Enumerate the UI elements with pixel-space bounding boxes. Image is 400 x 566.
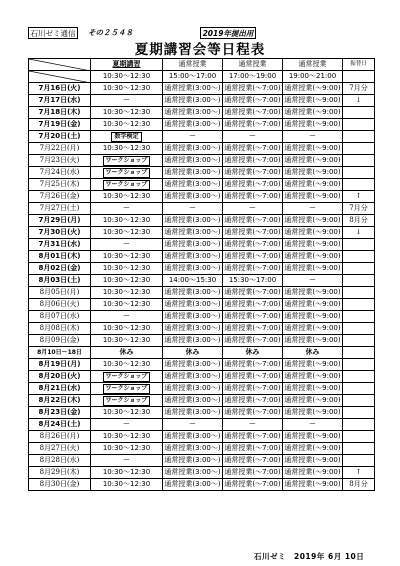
regular-class-cell: ー (283, 275, 343, 287)
regular-class-cell: 通常授業(3:00～) (163, 467, 223, 479)
footer-signature: 石川ゼミ 2019年 6月 10日 (254, 552, 365, 561)
regular-class-cell: 通常授業(～9:00) (283, 443, 343, 455)
regular-class-cell: 通常授業(～7:00) (223, 155, 283, 167)
date-cell: 8月08日(木) (29, 323, 91, 335)
date-cell: 7月17日(水) (29, 95, 91, 107)
makeup-day-cell (343, 455, 375, 467)
time-cell: 17:00～19:00 (223, 71, 283, 83)
regular-class-cell: 通常授業(3:00～) (163, 239, 223, 251)
summer-course-cell: ー (91, 419, 163, 431)
event-cell (91, 371, 163, 383)
regular-class-cell: 通常授業(～7:00) (223, 179, 283, 191)
column-header: 通常授業 (283, 59, 343, 71)
regular-class-cell: 通常授業(3:00～) (163, 155, 223, 167)
makeup-day-cell (343, 407, 375, 419)
regular-class-cell: 通常授業(～7:00) (223, 407, 283, 419)
table-row (29, 347, 375, 359)
makeup-day-cell: ↓ (343, 95, 375, 107)
makeup-day-cell (343, 287, 375, 299)
table-row (29, 323, 375, 335)
regular-class-cell: 通常授業(3:00～) (163, 323, 223, 335)
regular-class-cell: 通常授業(～9:00) (283, 335, 343, 347)
regular-class-cell: 通常授業(～7:00) (223, 467, 283, 479)
summer-course-cell: 10:30～12:30 (91, 359, 163, 371)
summer-course-cell: 10:30～12:30 (91, 299, 163, 311)
summer-course-cell: 10:30～12:30 (91, 479, 163, 491)
table-row (29, 191, 375, 203)
time-row (29, 71, 375, 83)
regular-class-cell: 通常授業(～7:00) (223, 239, 283, 251)
date-cell: 7月31日(水) (29, 239, 91, 251)
regular-class-cell: 休み (283, 347, 343, 359)
makeup-day-cell (343, 419, 375, 431)
summer-course-cell: 10:30～12:30 (91, 335, 163, 347)
event-badge: ワークショップ (103, 180, 151, 190)
regular-class-cell: 通常授業(～7:00) (223, 191, 283, 203)
date-cell: 7月29日(月) (29, 215, 91, 227)
makeup-day-cell: 8月分 (343, 215, 375, 227)
table-row (29, 419, 375, 431)
makeup-day-cell (343, 359, 375, 371)
regular-class-cell: 通常授業(3:00～) (163, 299, 223, 311)
makeup-day-cell (343, 347, 375, 359)
date-cell: 7月25日(木) (29, 179, 91, 191)
regular-class-cell: 通常授業(～9:00) (283, 407, 343, 419)
time-cell: 10:30～12:30 (91, 71, 163, 83)
date-cell: 8月09日(金) (29, 335, 91, 347)
makeup-day-cell (343, 107, 375, 119)
date-cell: 7月16日(火) (29, 83, 91, 95)
regular-class-cell: ー (163, 203, 223, 215)
table-row (29, 275, 375, 287)
regular-class-cell: 通常授業(3:00～) (163, 95, 223, 107)
regular-class-cell: ー (283, 203, 343, 215)
time-cell: 15:00～17:00 (163, 71, 223, 83)
regular-class-cell: 通常授業(3:00～) (163, 335, 223, 347)
date-cell: 8月29日(木) (29, 467, 91, 479)
table-row (29, 431, 375, 443)
regular-class-cell: 通常授業(～9:00) (283, 239, 343, 251)
makeup-day-cell (343, 155, 375, 167)
regular-class-cell: 通常授業(～9:00) (283, 251, 343, 263)
summer-course-cell: 10:30～12:30 (91, 431, 163, 443)
regular-class-cell: 通常授業(～9:00) (283, 395, 343, 407)
table-row (29, 359, 375, 371)
table-row (29, 263, 375, 275)
table-row (29, 299, 375, 311)
table-row (29, 251, 375, 263)
regular-class-cell: 通常授業(～7:00) (223, 431, 283, 443)
diagonal-line-icon (29, 71, 91, 83)
regular-class-cell: ー (163, 419, 223, 431)
date-cell: 7月30日(火) (29, 227, 91, 239)
table-row (29, 239, 375, 251)
regular-class-cell: 14:00～15:30 (163, 275, 223, 287)
time-cell (343, 71, 375, 83)
regular-class-cell: 通常授業(～9:00) (283, 383, 343, 395)
makeup-day-cell: 7月分 (343, 203, 375, 215)
regular-class-cell: 通常授業(3:00～) (163, 227, 223, 239)
table-row (29, 371, 375, 383)
date-cell: 7月24日(水) (29, 167, 91, 179)
regular-class-cell: 通常授業(3:00～) (163, 407, 223, 419)
regular-class-cell: 通常授業(～9:00) (283, 143, 343, 155)
table-row (29, 107, 375, 119)
diagonal-corner-cell (29, 71, 91, 83)
column-header: 夏期講習 (91, 59, 163, 71)
regular-class-cell: 通常授業(～9:00) (283, 215, 343, 227)
regular-class-cell: 通常授業(3:00～) (163, 287, 223, 299)
regular-class-cell: 通常授業(～9:00) (283, 227, 343, 239)
makeup-day-cell: ↑ (343, 191, 375, 203)
makeup-day-cell (343, 143, 375, 155)
date-cell: 8月22日(木) (29, 395, 91, 407)
summer-course-cell: 10:30～12:30 (91, 323, 163, 335)
table-row (29, 311, 375, 323)
column-header: 振替日 (343, 59, 375, 71)
regular-class-cell: 15:30～17:00 (223, 275, 283, 287)
makeup-day-cell (343, 167, 375, 179)
summer-course-cell: ー (91, 203, 163, 215)
event-badge: ワークショップ (103, 384, 151, 394)
makeup-day-cell: 8月分 (343, 479, 375, 491)
summer-course-cell: 10:30～12:30 (91, 227, 163, 239)
table-row (29, 443, 375, 455)
regular-class-cell: 通常授業(～9:00) (283, 455, 343, 467)
regular-class-cell: 通常授業(3:00～) (163, 119, 223, 131)
regular-class-cell: 通常授業(～7:00) (223, 335, 283, 347)
regular-class-cell: 通常授業(～7:00) (223, 83, 283, 95)
makeup-day-cell (343, 299, 375, 311)
table-row (29, 215, 375, 227)
event-cell (91, 395, 163, 407)
regular-class-cell: 通常授業(～7:00) (223, 251, 283, 263)
makeup-day-cell (343, 239, 375, 251)
table-row (29, 287, 375, 299)
regular-class-cell: 通常授業(3:00～) (163, 107, 223, 119)
regular-class-cell: 通常授業(～9:00) (283, 359, 343, 371)
regular-class-cell: 通常授業(～9:00) (283, 311, 343, 323)
makeup-day-cell (343, 179, 375, 191)
regular-class-cell: 通常授業(～7:00) (223, 479, 283, 491)
makeup-day-cell (343, 431, 375, 443)
regular-class-cell: 通常授業(～7:00) (223, 299, 283, 311)
table-row (29, 203, 375, 215)
table-row (29, 131, 375, 143)
regular-class-cell: 通常授業(～7:00) (223, 227, 283, 239)
regular-class-cell: ー (223, 203, 283, 215)
date-cell: 8月03日(土) (29, 275, 91, 287)
date-cell: 7月23日(火) (29, 155, 91, 167)
regular-class-cell: 通常授業(～9:00) (283, 323, 343, 335)
event-badge: ワークショップ (103, 396, 151, 406)
regular-class-cell: 通常授業(～7:00) (223, 359, 283, 371)
event-cell (91, 383, 163, 395)
date-cell: 8月27日(火) (29, 443, 91, 455)
regular-class-cell: 通常授業(～9:00) (283, 299, 343, 311)
summer-course-cell: 10:30～12:30 (91, 443, 163, 455)
regular-class-cell: 通常授業(3:00～) (163, 251, 223, 263)
table-row (29, 179, 375, 191)
table-row (29, 479, 375, 491)
makeup-day-cell (343, 395, 375, 407)
regular-class-cell: ー (283, 419, 343, 431)
regular-class-cell: 通常授業(～7:00) (223, 395, 283, 407)
summer-course-cell: ー (91, 239, 163, 251)
summer-course-cell: 10:30～12:30 (91, 143, 163, 155)
date-cell: 7月26日(金) (29, 191, 91, 203)
issue-number: その２５４８ (88, 28, 133, 37)
regular-class-cell: 通常授業(3:00～) (163, 371, 223, 383)
edition-box: 2019年提出用 (200, 27, 256, 39)
school-name-box: 石川ゼミ通信 (28, 27, 78, 39)
summer-course-cell: 10:30～12:30 (91, 263, 163, 275)
regular-class-cell: 通常授業(3:00～) (163, 143, 223, 155)
date-cell: 8月10日～18日 (29, 347, 91, 359)
regular-class-cell: 通常授業(3:00～) (163, 311, 223, 323)
event-badge: 数学検定 (111, 132, 141, 142)
regular-class-cell: 通常授業(～7:00) (223, 263, 283, 275)
date-cell: 8月19日(月) (29, 359, 91, 371)
table-row (29, 155, 375, 167)
regular-class-cell: 通常授業(3:00～) (163, 167, 223, 179)
summer-course-cell: ー (91, 95, 163, 107)
regular-class-cell: 通常授業(～7:00) (223, 119, 283, 131)
event-cell (91, 179, 163, 191)
makeup-day-cell (343, 311, 375, 323)
date-cell: 8月01日(木) (29, 251, 91, 263)
table-row (29, 227, 375, 239)
regular-class-cell: 通常授業(～9:00) (283, 119, 343, 131)
date-cell: 7月20日(土) (29, 131, 91, 143)
regular-class-cell: 通常授業(3:00～) (163, 191, 223, 203)
column-header: 通常授業 (163, 59, 223, 71)
date-cell: 7月27日(土) (29, 203, 91, 215)
regular-class-cell: ー (283, 131, 343, 143)
table-row (29, 95, 375, 107)
summer-course-cell: 10:30～12:30 (91, 287, 163, 299)
regular-class-cell: ー (223, 419, 283, 431)
regular-class-cell: 通常授業(3:00～) (163, 443, 223, 455)
makeup-day-cell (343, 131, 375, 143)
regular-class-cell: 通常授業(～9:00) (283, 191, 343, 203)
event-badge: ワークショップ (103, 168, 151, 178)
regular-class-cell: 通常授業(～9:00) (283, 95, 343, 107)
summer-course-cell: 10:30～12:30 (91, 275, 163, 287)
regular-class-cell: 通常授業(～9:00) (283, 467, 343, 479)
regular-class-cell: 通常授業(3:00～) (163, 431, 223, 443)
diagonal-corner-cell (29, 59, 91, 71)
regular-class-cell: 通常授業(～7:00) (223, 371, 283, 383)
makeup-day-cell: 7月分 (343, 83, 375, 95)
date-cell: 8月05日(月) (29, 287, 91, 299)
regular-class-cell: 通常授業(～7:00) (223, 383, 283, 395)
regular-class-cell: 通常授業(～9:00) (283, 155, 343, 167)
event-cell (91, 131, 163, 143)
date-cell: 8月23日(金) (29, 407, 91, 419)
makeup-day-cell: ↑ (343, 467, 375, 479)
regular-class-cell: 通常授業(3:00～) (163, 215, 223, 227)
makeup-day-cell (343, 371, 375, 383)
date-cell: 8月26日(月) (29, 431, 91, 443)
regular-class-cell: 通常授業(3:00～) (163, 83, 223, 95)
regular-class-cell: 通常授業(3:00～) (163, 383, 223, 395)
makeup-day-cell: ↓ (343, 227, 375, 239)
regular-class-cell: 通常授業(～7:00) (223, 311, 283, 323)
date-cell: 8月07日(水) (29, 311, 91, 323)
summer-course-cell: 10:30～12:30 (91, 215, 163, 227)
regular-class-cell: 通常授業(～7:00) (223, 443, 283, 455)
makeup-day-cell (343, 335, 375, 347)
regular-class-cell: 休み (163, 347, 223, 359)
table-row (29, 407, 375, 419)
date-cell: 7月18日(木) (29, 107, 91, 119)
event-cell (91, 167, 163, 179)
page-title: 夏期講習会等日程表 (134, 42, 266, 58)
table-row (29, 335, 375, 347)
regular-class-cell: 通常授業(～9:00) (283, 431, 343, 443)
regular-class-cell: 通常授業(～7:00) (223, 323, 283, 335)
date-cell: 7月22日(月) (29, 143, 91, 155)
schedule-body (29, 59, 375, 491)
table-row (29, 455, 375, 467)
regular-class-cell: 通常授業(3:00～) (163, 479, 223, 491)
date-cell: 8月06日(火) (29, 299, 91, 311)
regular-class-cell: ー (223, 131, 283, 143)
date-cell: 7月19日(金) (29, 119, 91, 131)
makeup-day-cell (343, 275, 375, 287)
table-row (29, 167, 375, 179)
regular-class-cell: 通常授業(3:00～) (163, 359, 223, 371)
regular-class-cell: 通常授業(～9:00) (283, 167, 343, 179)
summer-course-cell: 10:30～12:30 (91, 107, 163, 119)
regular-class-cell: 通常授業(～7:00) (223, 95, 283, 107)
date-cell: 8月24日(土) (29, 419, 91, 431)
summer-course-cell: 10:30～12:30 (91, 467, 163, 479)
event-cell (91, 155, 163, 167)
regular-class-cell: 休み (223, 347, 283, 359)
time-cell: 19:00～21:00 (283, 71, 343, 83)
event-badge: ワークショップ (103, 372, 151, 382)
summer-course-cell: ー (91, 311, 163, 323)
date-cell: 8月02日(金) (29, 263, 91, 275)
regular-class-cell: 通常授業(3:00～) (163, 263, 223, 275)
regular-class-cell: 通常授業(～7:00) (223, 455, 283, 467)
table-row (29, 143, 375, 155)
summer-course-cell: 10:30～12:30 (91, 407, 163, 419)
column-header-row (29, 59, 375, 71)
regular-class-cell: 通常授業(～9:00) (283, 263, 343, 275)
regular-class-cell: ー (163, 131, 223, 143)
diagonal-line-icon (29, 59, 91, 71)
summer-course-cell: ー (91, 455, 163, 467)
event-badge: ワークショップ (103, 156, 151, 166)
schedule-table (28, 58, 375, 491)
regular-class-cell: 通常授業(～7:00) (223, 215, 283, 227)
table-row (29, 119, 375, 131)
regular-class-cell: 通常授業(～9:00) (283, 371, 343, 383)
makeup-day-cell (343, 251, 375, 263)
regular-class-cell: 通常授業(～7:00) (223, 143, 283, 155)
summer-course-cell: 10:30～12:30 (91, 83, 163, 95)
table-row (29, 383, 375, 395)
summer-course-cell: 10:30～12:30 (91, 251, 163, 263)
makeup-day-cell (343, 119, 375, 131)
summer-course-cell: 10:30～12:30 (91, 119, 163, 131)
makeup-day-cell (343, 383, 375, 395)
regular-class-cell: 通常授業(3:00～) (163, 179, 223, 191)
table-row (29, 467, 375, 479)
regular-class-cell: 通常授業(～9:00) (283, 287, 343, 299)
makeup-day-cell (343, 323, 375, 335)
date-cell: 8月21日(水) (29, 383, 91, 395)
makeup-day-cell (343, 263, 375, 275)
makeup-day-cell (343, 443, 375, 455)
column-header: 通常授業 (223, 59, 283, 71)
regular-class-cell: 通常授業(～7:00) (223, 107, 283, 119)
regular-class-cell: 通常授業(～9:00) (283, 107, 343, 119)
regular-class-cell: 通常授業(3:00～) (163, 395, 223, 407)
date-cell: 8月28日(水) (29, 455, 91, 467)
regular-class-cell: 通常授業(～9:00) (283, 83, 343, 95)
regular-class-cell: 通常授業(～7:00) (223, 287, 283, 299)
table-row (29, 395, 375, 407)
summer-course-cell: 休み (91, 347, 163, 359)
table-row (29, 83, 375, 95)
summer-course-cell: 10:30～12:30 (91, 191, 163, 203)
regular-class-cell: 通常授業(～7:00) (223, 167, 283, 179)
date-cell: 8月20日(火) (29, 371, 91, 383)
date-cell: 8月30日(金) (29, 479, 91, 491)
regular-class-cell: 通常授業(～9:00) (283, 479, 343, 491)
regular-class-cell: 通常授業(～9:00) (283, 179, 343, 191)
regular-class-cell: 通常授業(3:00～) (163, 455, 223, 467)
